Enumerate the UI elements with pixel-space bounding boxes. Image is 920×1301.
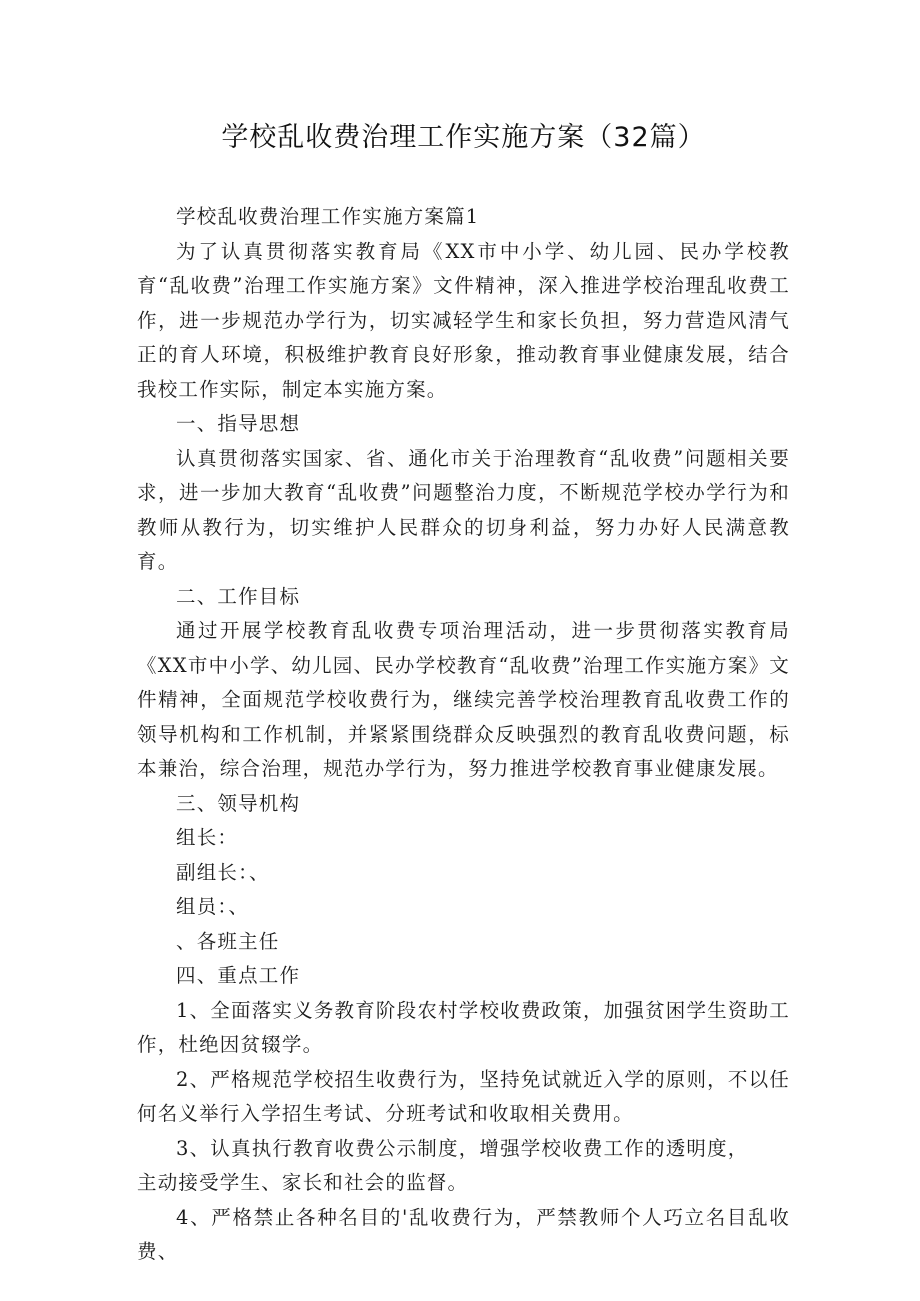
body-paragraph: 通过开展学校教育乱收费专项治理活动，进一步贯彻落实教育局《XX市中小学、幼儿园、民办学校教育“乱收费”治理工作实施方案》文件精神，全面规范学校收费行为，继续完善学校治理教育乱收费工作的领导机构和工作机制，并紧紧围绕群众反映强烈的教育乱收费问题，标本兼治，综合治理，规范办学行为，努力推进学校教育事业健康发展。 — [137, 619, 790, 780]
list-item: 、各班主任 — [176, 929, 280, 953]
list-item: 副组长：、 — [176, 860, 270, 884]
body-paragraph: 4、严格禁止各种名目的'乱收费行为，严禁教师个人巧立名目乱收费、 — [137, 1205, 790, 1263]
body-paragraph: 认真贯彻落实国家、省、通化市关于治理教育“乱收费”问题相关要求，进一步加大教育“乱收费”问题整治力度，不断规范学校办学行为和教师从教行为，切实维护人民群众的切身利益，努力办好人民满意教育。 — [137, 446, 790, 573]
list-item: 组长： — [176, 826, 239, 849]
section-heading: 二、工作目标 — [176, 584, 301, 608]
section-heading: 四、重点工作 — [176, 964, 301, 987]
document-title: 学校乱收费治理工作实施方案（32篇） — [221, 122, 706, 153]
intro-paragraph: 为了认真贯彻落实教育局《XX市中小学、幼儿园、民办学校教育“乱收费”治理工作实施方案》文件精神，深入推进学校治理乱收费工作，进一步规范办学行为，切实减轻学生和家长负担，努力营造风清气正的育人环境，积极维护教育良好形象，推动教育事业健康发展，结合我校工作实际，制定本实施方案。 — [137, 239, 790, 401]
body-paragraph: 主动接受学生、家长和社会的监督。 — [137, 1171, 469, 1194]
body-paragraph: 1、全面落实义务教育阶段农村学校收费政策，加强贫困学生资助工作，杜绝因贫辍学。 — [137, 998, 790, 1056]
body-paragraph: 3、认真执行教育收费公示制度，增强学校收费工作的透明度， — [176, 1136, 749, 1160]
section-heading: 三、领导机构 — [176, 791, 301, 815]
section-heading: 一、指导思想 — [176, 412, 301, 435]
list-item: 组员：、 — [176, 895, 250, 918]
body-paragraph: 2、严格规范学校招生收费行为，坚持免试就近入学的原则，不以任何名义举行入学招生考试、分班考试和收取相关费用。 — [137, 1067, 790, 1125]
section-heading: 学校乱收费治理工作实施方案篇1 — [176, 205, 480, 228]
